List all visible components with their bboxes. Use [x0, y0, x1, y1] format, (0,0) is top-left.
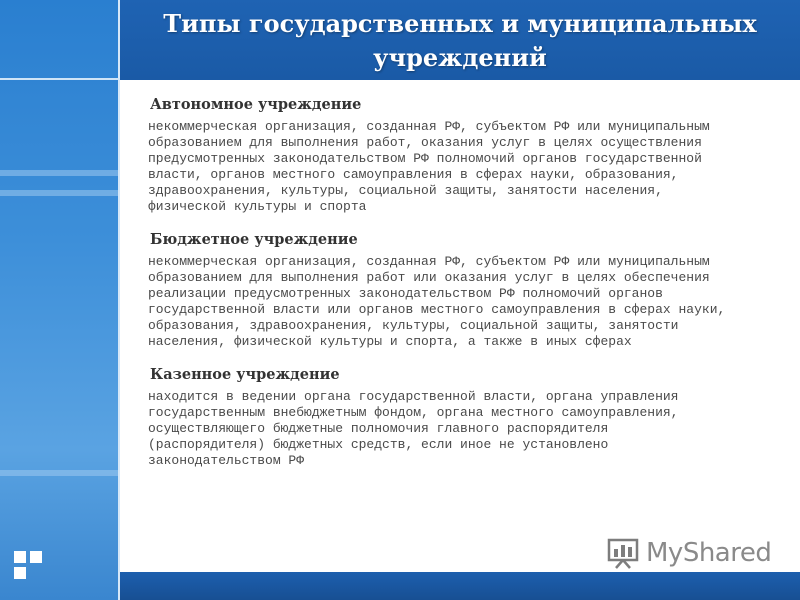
section-budget — [148, 231, 773, 350]
vertical-divider — [118, 0, 120, 600]
slide-title — [120, 0, 800, 75]
corner-squares-icon — [14, 551, 54, 591]
left-sidebar-bar — [0, 0, 118, 600]
section-text: некоммерческая организация, созданная РФ, субъектом РФ или муниципальным образованием для выполнения работ, оказания услуг в целях осуществления предусмотренных законодательством РФ полномочий органов государственной власти, органов местного самоуправления в сферах науки, образования, здравоохранения, культуры, социальной защиты, занятости населения, физической культуры и спорта — [148, 119, 710, 214]
section-heading: Автономное учреждение — [150, 96, 362, 113]
slide-header — [120, 0, 800, 80]
header-divider — [0, 78, 120, 80]
section-autonomous — [148, 96, 773, 215]
sidebar-band — [0, 170, 118, 176]
sidebar-band — [0, 470, 118, 476]
footer-bar — [120, 572, 800, 600]
logo-text: MyShared — [646, 538, 772, 568]
section-text: находится в ведении органа государственной власти, органа управления государственным внебюджетным фондом, органа местного самоуправления, осуществляющего бюджетные полномочия главного распорядителя (распорядителя) бюджетных средств, если иное не установлено законодательством РФ — [148, 389, 679, 468]
sidebar-band — [0, 190, 118, 196]
section-state — [148, 366, 773, 469]
slide-title-line1: Типы государственных и муниципальных — [163, 9, 757, 38]
slide-content — [148, 96, 773, 485]
section-heading: Казенное учреждение — [150, 366, 340, 383]
section-text: некоммерческая организация, созданная РФ, субъектом РФ или муниципальным образованием для выполнения работ или оказания услуг в целях обеспечения реализации предусмотренных законодательством РФ полномочий органов государственной власти или органов местного самоуправления в сферах науки, образования, здравоохранения, культуры, социальной защиты, занятости населения, физической культуры и спорта, а также в иных сферах — [148, 254, 726, 349]
section-heading: Бюджетное учреждение — [150, 231, 358, 248]
myshared-logo[interactable] — [606, 534, 771, 572]
presentation-board-icon — [606, 536, 640, 570]
slide-title-line2: учреждений — [373, 43, 547, 72]
